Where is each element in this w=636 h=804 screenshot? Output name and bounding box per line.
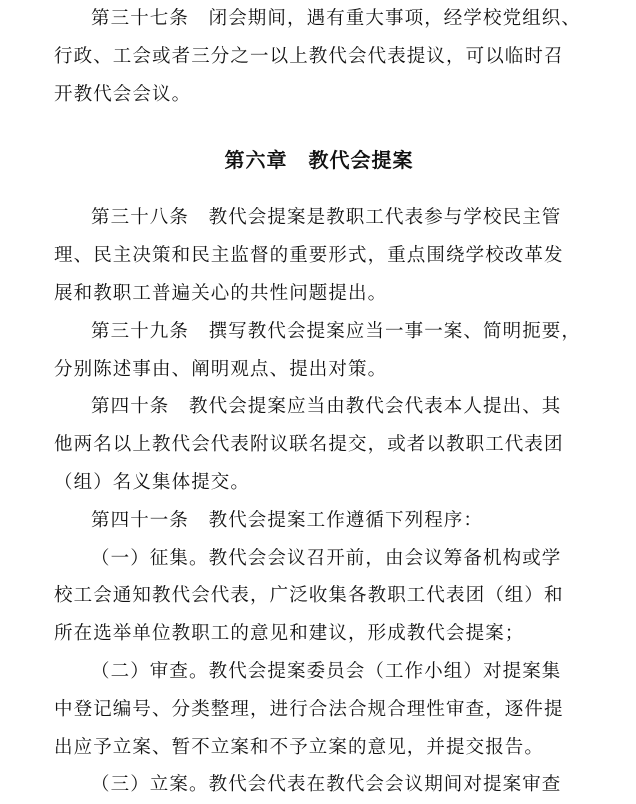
article-37-line-3: 开教代会会议。: [54, 83, 192, 105]
article-38: [54, 199, 584, 312]
procedure-item-3: [54, 766, 584, 804]
article-39: [54, 313, 584, 389]
item-3-line-1: （三）立案。教代会代表在教代会会议期间对提案审查: [91, 774, 562, 796]
procedure-item-2: [54, 653, 584, 766]
article-38-line-1: 第三十八条 教代会提案是教职工代表参与学校民主管: [91, 207, 562, 229]
article-37-line-1: 第三十七条 闭会期间，遇有重大事项，经学校党组织、: [91, 8, 582, 29]
chapter-6-heading: 第六章 教代会提案: [224, 148, 414, 173]
item-2-line-1: （二）审查。教代会提案委员会（工作小组）对提案集: [91, 660, 562, 682]
article-40-line-1: 第四十条 教代会提案应当由教代会代表本人提出、其: [91, 396, 562, 418]
article-41-line-1: 第四十一条 教代会提案工作遵循下列程序：: [91, 509, 484, 531]
article-41: [54, 502, 584, 540]
article-38-line-2: 理、民主决策和民主监督的重要形式，重点围绕学校改革发: [54, 245, 564, 267]
article-40-line-3: （组）名义集体提交。: [54, 471, 251, 493]
article-39-line-2: 分别陈述事由、阐明观点、提出对策。: [54, 358, 388, 380]
item-1-line-2: 校工会通知教代会代表，广泛收集各教职工代表团（组）和: [54, 585, 564, 607]
item-2-line-3: 出应予立案、暂不立案和不予立案的意见，并提交报告。: [54, 736, 545, 758]
article-37-line-2: 行政、工会或者三分之一以上教代会代表提议，可以临时召: [54, 45, 564, 67]
procedure-item-1: [54, 540, 584, 653]
article-39-line-1: 第三十九条 撰写教代会提案应当一事一案、简明扼要，: [91, 320, 582, 342]
article-37: [54, 0, 584, 113]
article-40-line-2: 他两名以上教代会代表附议联名提交，或者以教职工代表团: [54, 434, 564, 456]
article-38-line-3: 展和教职工普遍关心的共性问题提出。: [54, 282, 388, 304]
item-1-line-3: 所在选举单位教职工的意见和建议，形成教代会提案；: [54, 623, 525, 645]
article-40: [54, 388, 584, 501]
document-page: [54, 0, 584, 804]
item-1-line-1: （一）征集。教代会会议召开前，由会议筹备机构或学: [91, 547, 562, 569]
item-2-line-2: 中登记编号、分类整理，进行合法合规合理性审查，逐件提: [54, 698, 564, 720]
